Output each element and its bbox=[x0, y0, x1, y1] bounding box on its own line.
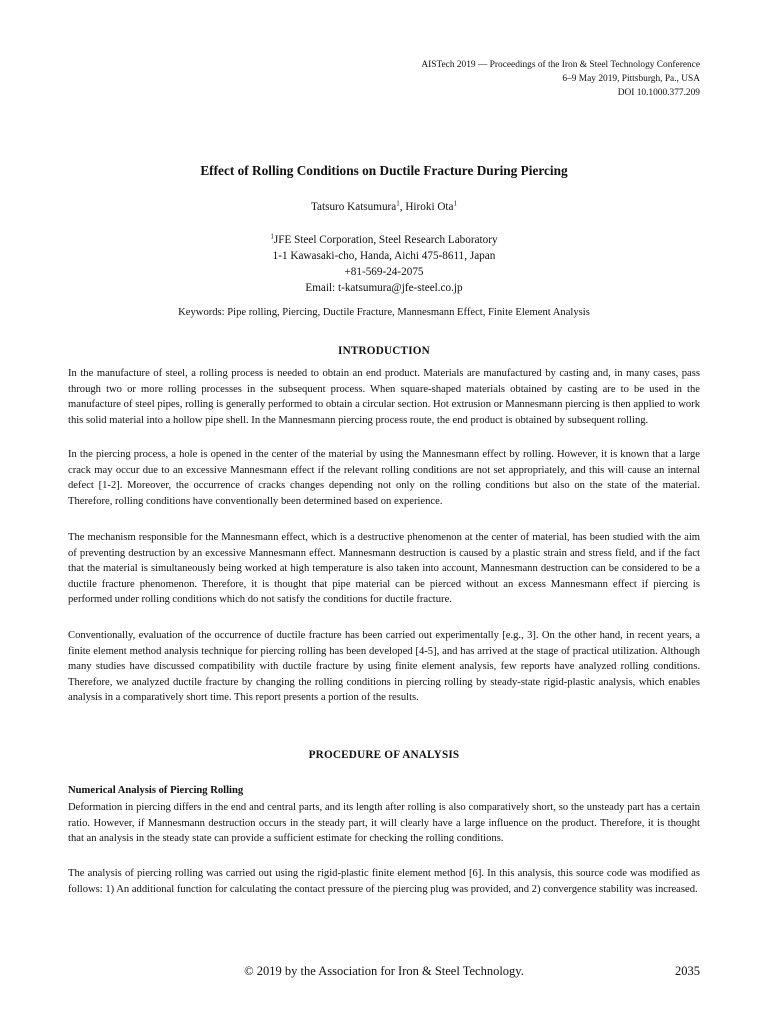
affiliation-phone: +81-569-24-2075 bbox=[344, 266, 424, 278]
paragraph: In the piercing process, a hole is opened in the center of the material by using the Mannesmann effect by rolling. However, it is known that a large crack may occur due to an excessive Mannesmann effect if the relevant rolling conditions are not set appropriately, and this will cause an internal defect [1-2]. Moreover, the occurrence of cracks changes depending not only on the rolling conditions but also on the state of the material. Therefore, rolling conditions have conventionally been determined based on experience. bbox=[68, 449, 700, 507]
author-list bbox=[0, 201, 768, 213]
copyright-notice: © 2019 by the Association for Iron & Steel Technology. bbox=[244, 964, 524, 978]
conference-dates: 6–9 May 2019, Pittsburgh, Pa., USA bbox=[562, 74, 700, 84]
affiliation-email: Email: t-katsumura@jfe-steel.co.jp bbox=[305, 282, 463, 294]
affiliation-marker: 1 bbox=[396, 199, 400, 208]
page-number: 2035 bbox=[675, 964, 700, 978]
affiliation-org: $^1$JFE Steel Corporation, Steel Research Laboratory bbox=[270, 232, 498, 246]
paragraph: The analysis of piercing rolling was carried out using the rigid-plastic finite element method [6]. In this analysis, this source code was modified as follows: 1) An additional function for calculating the contact pressure of the piercing plug was provided, and 2) convergence stability was increased. bbox=[68, 868, 700, 895]
author-name: Hiroki Ota bbox=[405, 201, 454, 213]
affiliation-address: 1-1 Kawasaki-cho, Handa, Aichi 475-8611, Japan bbox=[272, 250, 496, 262]
author-name: Tatsuro Katsumura bbox=[310, 201, 397, 213]
subsection-heading: Numerical Analysis of Piercing Rolling bbox=[68, 785, 244, 796]
paragraph: Deformation in piercing differs in the end and central parts, and its length after rolling is also comparatively short, so the unsteady part has a certain ratio. However, if Mannesmann destruction occurs in the steady part, it will clearly have a large influence on the product. Therefore, it is thought that an analysis in the steady state can provide a sufficient estimate for checking the rolling conditions. bbox=[68, 802, 700, 845]
paper-title: Effect of Rolling Conditions on Ductile Fracture During Piercing bbox=[200, 163, 568, 178]
author-separator: , bbox=[399, 201, 406, 213]
keywords: Keywords: Pipe rolling, Piercing, Ductile Fracture, Mannesmann Effect, Finite Element Analysis bbox=[178, 307, 590, 318]
section-heading-procedure: PROCEDURE OF ANALYSIS bbox=[308, 749, 460, 761]
doi: DOI 10.1000.377.209 bbox=[617, 88, 700, 98]
paragraph: The mechanism responsible for the Mannesmann effect, which is a destructive phenomenon at the center of material, has been studied with the aim of preventing destruction by an excessive Mannesmann effect. Mannesmann destruction is caused by a plastic strain and stress field, and if the fact that the material is simultaneously being worked at high temperature is also taken into account, Mannesmann destruction can be considered to be a ductile fracture phenomenon. Therefore, it is thought that pipe material can be pierced without an excess Mannesmann effect if piercing is performed under rolling conditions which do not satisfy the conditions for ductile fracture. bbox=[68, 532, 700, 606]
affiliation-marker: 1 bbox=[270, 232, 274, 241]
conference-header bbox=[421, 58, 700, 100]
affiliation-block bbox=[0, 232, 768, 296]
section-heading-introduction: INTRODUCTION bbox=[338, 345, 430, 357]
paragraph: Conventionally, evaluation of the occurrence of ductile fracture has been carried out experimentally [e.g., 3]. On the other hand, in recent years, a finite element method analysis technique for piercing rolling has been developed [4-5], and has arrived at the stage of practical utilization. Although many studies have discussed compatibility with ductile fracture by using finite element analysis, few reports have analyzed rolling conditions. Therefore, we analyzed ductile fracture by changing the rolling conditions in piercing rolling by steady-state rigid-plastic analysis, which enables analysis in a comparatively short time. This report presents a portion of the results. bbox=[68, 630, 700, 704]
paragraph: In the manufacture of steel, a rolling process is needed to obtain an end product. Materials are manufactured by casting and, in many cases, pass through two or more rolling processes in the subsequent process. When square-shaped materials obtained by casting are to be used in the manufacture of steel pipes, rolling is generally performed to obtain a circular section. Hot extrusion or Mannesmann piercing is then applied to work this solid material into a hollow pipe shell. In the Mannesmann piercing process route, the end product is obtained by subsequent rolling. bbox=[68, 368, 700, 426]
affiliation-marker: 1 bbox=[453, 199, 458, 208]
conference-name: AISTech 2019 — Proceedings of the Iron & Steel Technology Conference bbox=[421, 60, 700, 70]
